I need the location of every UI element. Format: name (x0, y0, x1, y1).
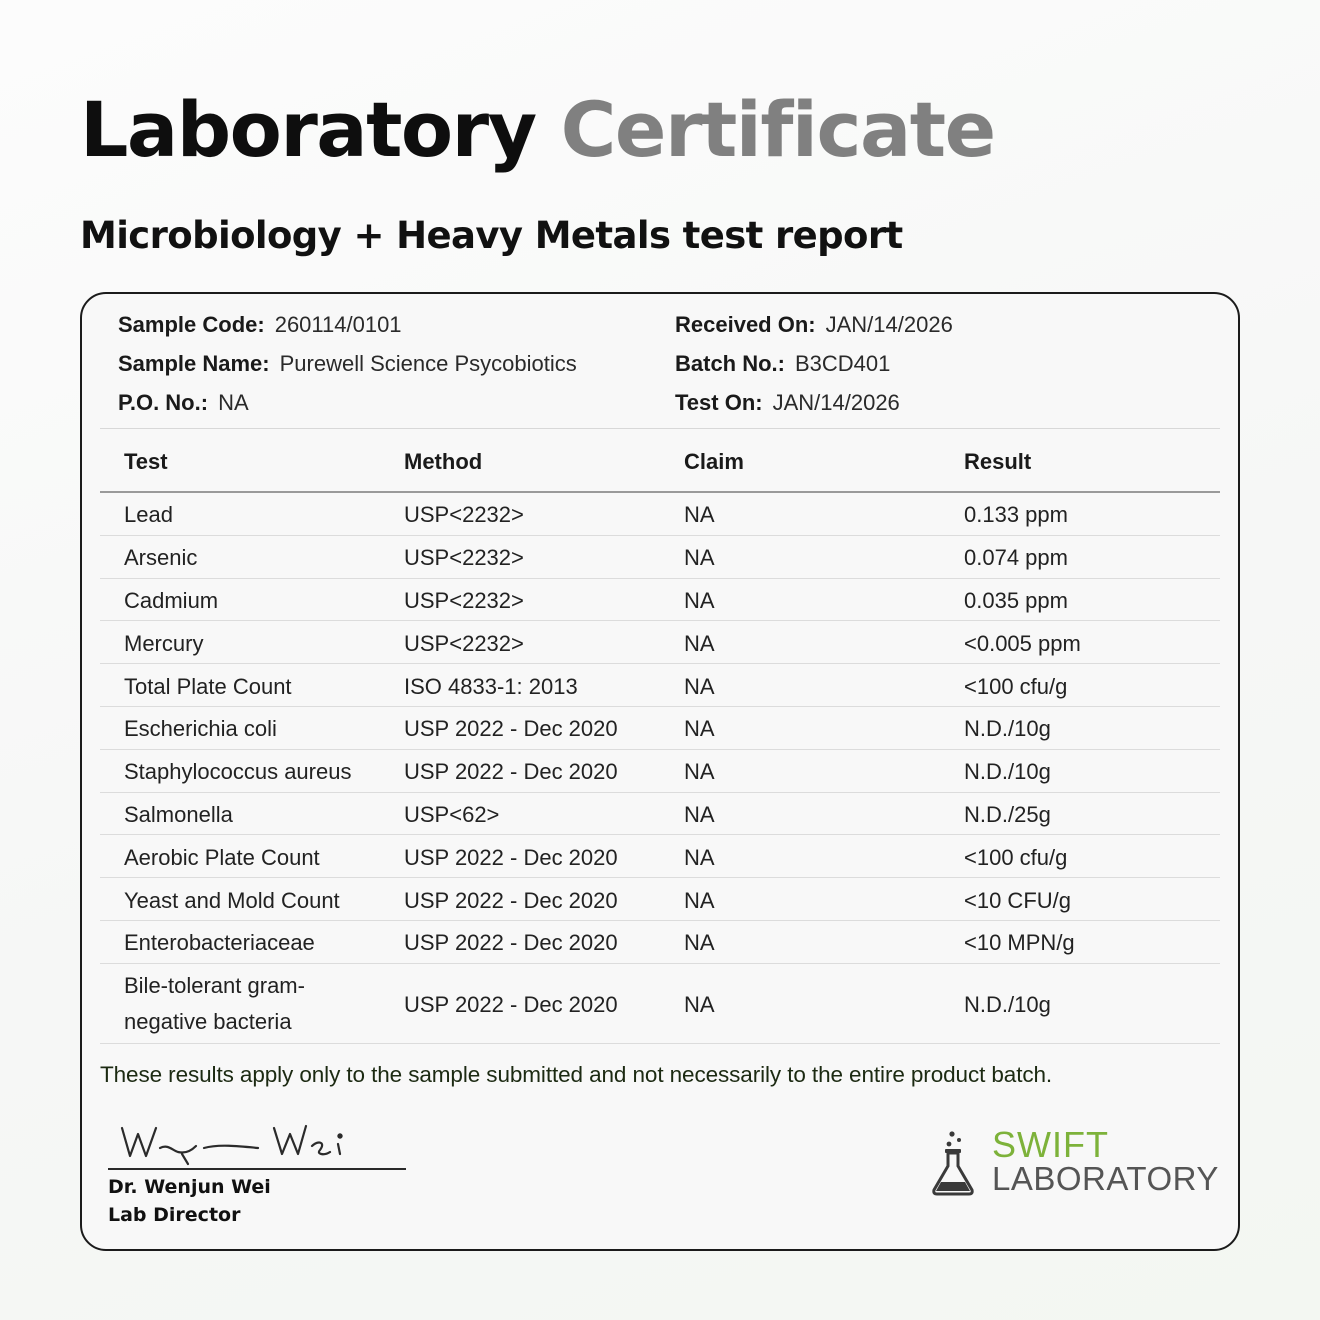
cell-test: Staphylococcus aureus (124, 759, 352, 785)
received-label: Received On: (675, 312, 816, 337)
batch-row (675, 351, 890, 377)
title-part-1: Laboratory (80, 85, 536, 174)
batch-value: B3CD401 (795, 351, 891, 376)
cell-test: Cadmium (124, 587, 219, 613)
header-result: Result (964, 449, 1032, 474)
table-row (100, 835, 1220, 878)
signature-line (108, 1168, 406, 1170)
table-row (100, 621, 1220, 664)
cell-method: USP<2232> (404, 545, 524, 571)
cell-method: USP<2232> (404, 587, 524, 613)
cell-claim: NA (684, 502, 715, 528)
cell-result: 0.074 ppm (964, 545, 1068, 571)
table-row (100, 793, 1220, 836)
cell-test: Escherichia coli (124, 716, 277, 742)
cell-result: <10 CFU/g (964, 887, 1071, 913)
cell-method: USP 2022 - Dec 2020 (404, 887, 618, 913)
cell-claim: NA (684, 887, 715, 913)
cell-method: USP<2232> (404, 630, 524, 656)
sample-name-label: Sample Name: (118, 351, 270, 376)
table-row (100, 964, 1220, 1044)
cell-claim: NA (684, 673, 715, 699)
title-part-2: Certificate (560, 85, 995, 174)
table-row (100, 579, 1220, 622)
signature-image (108, 1114, 368, 1170)
cell-claim: NA (684, 844, 715, 870)
cell-method: USP 2022 - Dec 2020 (404, 930, 618, 956)
cell-result: N.D./10g (964, 716, 1051, 742)
cell-claim: NA (684, 759, 715, 785)
cell-method: ISO 4833-1: 2013 (404, 673, 578, 699)
cell-method: USP<2232> (404, 502, 524, 528)
cell-claim: NA (684, 930, 715, 956)
table-row (100, 750, 1220, 793)
cell-result: 0.133 ppm (964, 502, 1068, 528)
cell-test: Enterobacteriaceae (124, 930, 315, 956)
cell-test: Total Plate Count (124, 673, 292, 699)
test-on-label: Test On: (675, 390, 763, 415)
signature-block (108, 1114, 408, 1234)
table-row (100, 878, 1220, 921)
flask-icon (932, 1130, 976, 1196)
received-row (675, 312, 953, 338)
page-subtitle: Microbiology + Heavy Metals test report (80, 214, 903, 257)
table-row (100, 536, 1220, 579)
cell-result: <0.005 ppm (964, 630, 1081, 656)
cell-test: Bile-tolerant gram-negative bacteria (124, 972, 305, 1034)
sample-name-row (118, 351, 577, 377)
info-divider (100, 428, 1220, 429)
cell-result: <100 cfu/g (964, 673, 1068, 699)
page-title (80, 84, 995, 176)
cell-result: N.D./25g (964, 801, 1051, 827)
cell-method: USP<62> (404, 801, 500, 827)
cell-result: <10 MPN/g (964, 930, 1075, 956)
cell-test: Salmonella (124, 801, 233, 827)
sample-code-value: 260114/0101 (274, 312, 402, 337)
sample-code-label: Sample Code: (118, 312, 265, 337)
cell-result: N.D./10g (964, 991, 1051, 1017)
disclaimer: These results apply only to the sample submitted and not necessarily to the entire product batch. (100, 1062, 1053, 1087)
cell-test: Mercury (124, 630, 204, 656)
cell-method: USP 2022 - Dec 2020 (404, 991, 618, 1017)
logo-line-2: LABORATORY (992, 1160, 1219, 1197)
header-test: Test (124, 449, 168, 474)
cell-method: USP 2022 - Dec 2020 (404, 759, 618, 785)
po-value: NA (218, 390, 249, 415)
cell-method: USP 2022 - Dec 2020 (404, 716, 618, 742)
swift-laboratory-logo (928, 1124, 1218, 1204)
certificate-card (80, 292, 1240, 1251)
sample-info (118, 312, 1218, 432)
cell-claim: NA (684, 716, 715, 742)
table-row (100, 707, 1220, 750)
po-row (118, 390, 249, 416)
test-on-value: JAN/14/2026 (772, 390, 900, 415)
sample-code-row (118, 312, 402, 338)
cell-claim: NA (684, 991, 715, 1017)
cell-claim: NA (684, 801, 715, 827)
cell-result: <100 cfu/g (964, 844, 1068, 870)
cell-test: Yeast and Mold Count (124, 887, 340, 913)
table-row (100, 664, 1220, 707)
received-value: JAN/14/2026 (825, 312, 953, 337)
table-row (100, 493, 1220, 536)
header-claim: Claim (684, 449, 744, 474)
cell-claim: NA (684, 545, 715, 571)
cell-test: Lead (124, 502, 173, 528)
batch-label: Batch No.: (675, 351, 785, 376)
table-row (100, 921, 1220, 964)
header-method: Method (404, 449, 483, 474)
cell-test: Aerobic Plate Count (124, 844, 320, 870)
cell-claim: NA (684, 630, 715, 656)
po-label: P.O. No.: (118, 390, 209, 415)
cell-result: 0.035 ppm (964, 587, 1068, 613)
cell-method: USP 2022 - Dec 2020 (404, 844, 618, 870)
cell-result: N.D./10g (964, 759, 1051, 785)
test-on-row (675, 390, 900, 416)
cell-claim: NA (684, 587, 715, 613)
sample-name-value: Purewell Science Psycobiotics (279, 351, 577, 376)
cell-test: Arsenic (124, 545, 198, 571)
signatory-name: Dr. Wenjun Wei (108, 1176, 271, 1198)
signatory-role: Lab Director (108, 1204, 241, 1226)
logo-line-1: SWIFT (992, 1124, 1109, 1165)
